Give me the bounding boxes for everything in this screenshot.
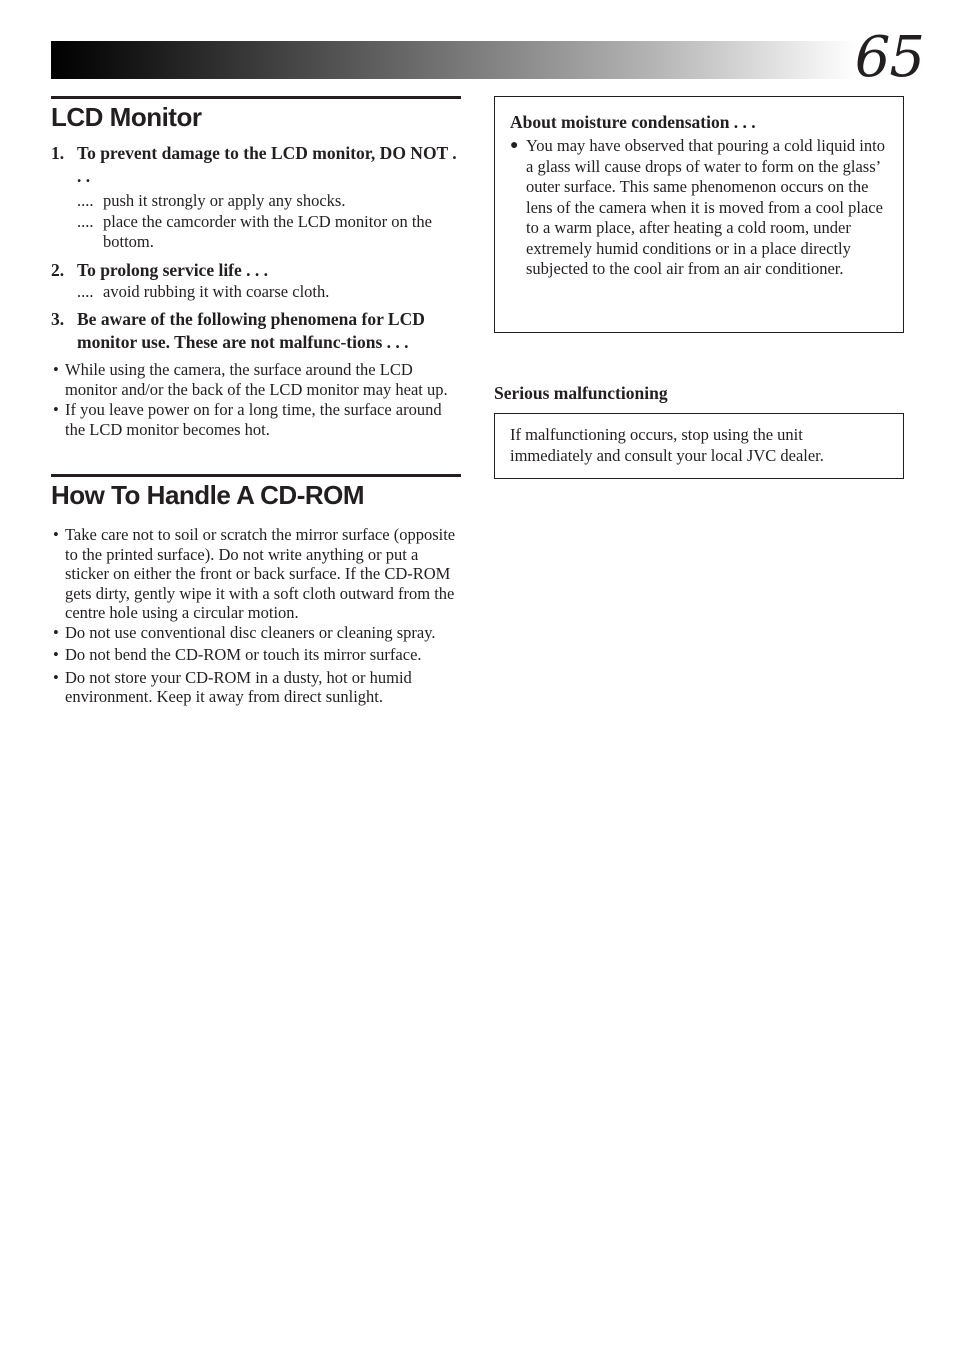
detail-line (51, 212, 461, 253)
list-item-text: If you leave power on for a long time, the surface around the LCD monitor becomes hot. (65, 400, 442, 439)
item-heading: To prevent damage to the LCD monitor, DO NOT . . . (77, 143, 457, 186)
page-number: 65 (854, 25, 924, 90)
item-number: 1. (51, 143, 65, 163)
section-title-lcd-monitor: LCD Monitor (51, 96, 461, 132)
detail-leader: .... (77, 191, 94, 210)
detail-line (51, 191, 461, 212)
bullet-icon: • (53, 667, 59, 687)
bullet-icon: • (53, 622, 59, 642)
moisture-condensation-box (494, 96, 904, 333)
box-title: About moisture condensation . . . (510, 112, 756, 132)
item-heading: Be aware of the following phenomena for LCD monitor use. These are not malfunc-tions . . . (77, 309, 425, 352)
detail-leader: .... (77, 211, 94, 231)
right-column (494, 96, 904, 479)
section-title-cdrom: How To Handle A CD-ROM (51, 474, 461, 510)
numbered-item-2 (51, 259, 461, 282)
list-item-text: Do not use conventional disc cleaners or cleaning spray. (65, 622, 436, 642)
page-header-bar (51, 41, 857, 79)
bullet-icon: • (53, 525, 59, 544)
list-item (51, 400, 461, 440)
cdrom-bullet-list (51, 525, 461, 707)
bullet-icon: • (53, 400, 59, 419)
left-column (51, 96, 461, 707)
list-item (51, 645, 461, 665)
malfunction-text: If malfunctioning occurs, stop using the unit immediately and consult your local JVC dealer. (510, 425, 824, 465)
item-number: 2. (51, 259, 65, 280)
list-item-text: Do not store your CD-ROM in a dusty, hot or humid environment. Keep it away from direct sunlight. (65, 667, 412, 706)
bullet-icon: • (53, 360, 59, 379)
lcd-bullet-list (51, 360, 461, 440)
lcd-numbered-list (51, 142, 461, 354)
item-heading: To prolong service life . . . (77, 259, 269, 280)
numbered-item-1 (51, 142, 461, 188)
list-item-text: Do not bend the CD-ROM or touch its mirror surface. (65, 645, 422, 664)
filled-bullet-icon: ● (510, 138, 519, 153)
detail-line (51, 282, 461, 303)
list-item (51, 360, 461, 400)
list-item-text: While using the camera, the surface around the LCD monitor and/or the back of the LCD monitor may heat up. (65, 360, 448, 399)
list-item (51, 623, 461, 643)
list-item (51, 525, 461, 623)
list-item (51, 668, 461, 707)
detail-text: push it strongly or apply any shocks. (103, 191, 346, 210)
list-item (510, 136, 888, 280)
list-item-text: You may have observed that pouring a cold liquid into a glass will cause drops of water to form on the glass’ outer surface. This same phenomenon occurs on the lens of the camera when it is moved from a cool place to a warm place, after heating a cold room, under extremely humid conditions or in a place directly subjected to the cool air from an air conditioner. (526, 136, 885, 278)
bullet-icon: • (53, 645, 59, 664)
item-number: 3. (51, 309, 65, 329)
detail-leader: .... (77, 281, 94, 301)
detail-text: avoid rubbing it with coarse cloth. (103, 281, 330, 301)
numbered-item-3 (51, 308, 461, 354)
malfunction-heading: Serious malfunctioning (494, 383, 668, 403)
detail-text: place the camcorder with the LCD monitor on the bottom. (103, 211, 432, 251)
malfunction-box (494, 413, 904, 479)
list-item-text: Take care not to soil or scratch the mirror surface (opposite to the printed surface). Do not write anything or put a sticker on either the front or back surface. If the CD-ROM gets dirty, gently wipe it with a soft cloth outward from the centre hole using a circular motion. (65, 525, 456, 622)
